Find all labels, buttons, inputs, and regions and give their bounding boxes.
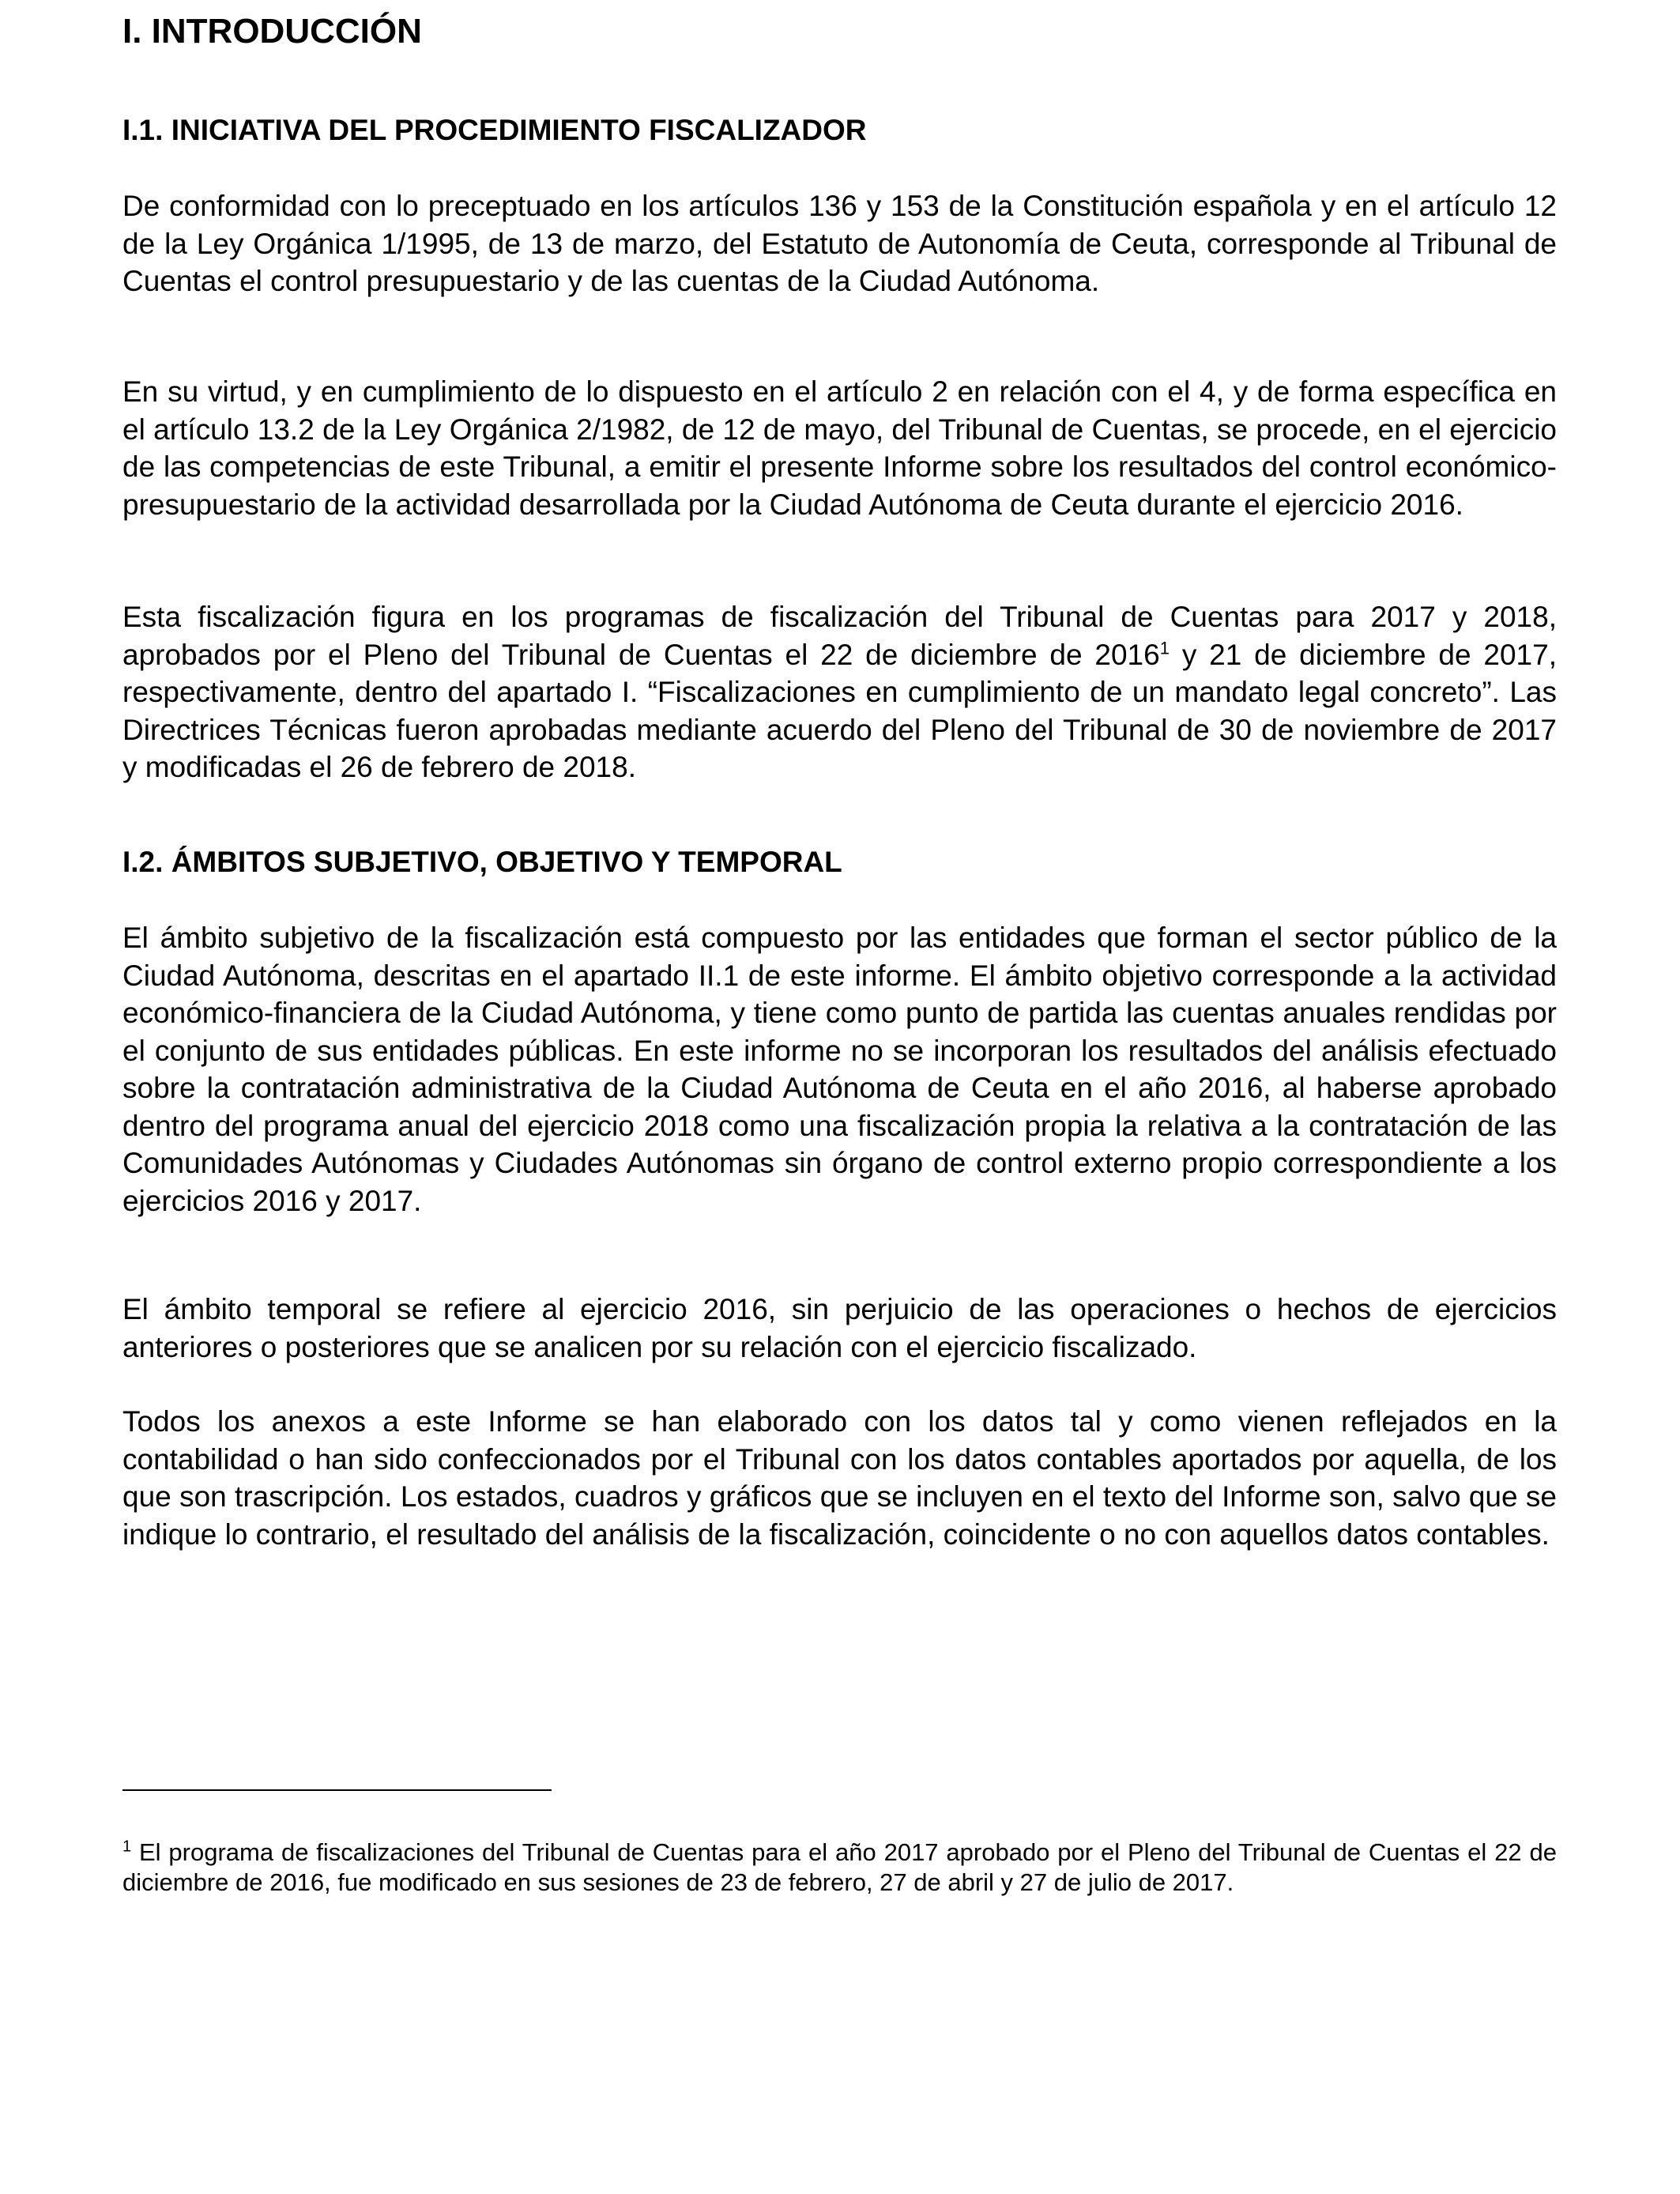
section-2-paragraph-1: El ámbito subjetivo de la fiscalización está compuesto por las entidades que forman el sector público de la Ciudad Autónoma, descritas en el apartado II.1 de este informe. El ámbito objetivo corresponde a la actividad económico-financiera de la Ciudad Autónoma, y tiene como punto de partida las cuentas anuales rendidas por el conjunto de sus entidades públicas. En este informe no se incorporan los resultados del análisis efectuado sobre la contratación administrativa de la Ciudad Autónoma de Ceuta en el año 2016, al haberse aprobado dentro del programa anual del ejercicio 2018 como una fiscalización propia la relativa a la contratación de las Comunidades Autónomas y Ciudades Autónomas sin órgano de control externo propio correspondiente a los ejercicios 2016 y 2017. — [122, 922, 1557, 1217]
footnote — [122, 1838, 1557, 1898]
section-2-paragraph-3: Todos los anexos a este Informe se han elaborado con los datos tal y como vienen reflejados en la contabilidad o han sido confeccionados por el Tribunal con los datos contables aportados por aquella, de los que son trascripción. Los estados, cuadros y gráficos que se incluyen en el texto del Informe son, salvo que se indique lo contrario, el resultado del análisis de la fiscalización, coincidente o no con aquellos datos contables. — [122, 1405, 1557, 1551]
section-1-title: I.1. INICIATIVA DEL PROCEDIMIENTO FISCALIZADOR — [122, 114, 867, 146]
footnote-number: 1 — [122, 1838, 132, 1856]
paragraph-text: y 21 de diciembre de 2017, respectivamente, dentro del apartado I. “Fiscalizaciones en cumplimiento de un mandato legal concreto”. Las Directrices Técnicas fueron aprobadas mediante acuerdo del Pleno del Tribunal de 30 de noviembre de 2017 y modificadas el 26 de febrero de 2018. — [122, 638, 1557, 783]
section-2-paragraph-2: El ámbito temporal se refiere al ejercicio 2016, sin perjuicio de las operaciones o hechos de ejercicios anteriores o posteriores que se analicen por su relación con el ejercicio fiscalizado. — [122, 1293, 1557, 1363]
section-1-paragraph-3 — [122, 598, 1557, 786]
footnote-text: El programa de fiscalizaciones del Tribunal de Cuentas para el año 2017 aprobado por el Pleno del Tribunal de Cuentas el 22 de diciembre de 2016, fue modificado en sus sesiones de 23 de febrero, 27 de abril y 27 de julio de 2017. — [122, 1838, 1557, 1896]
section-1-paragraph-2: En su virtud, y en cumplimiento de lo dispuesto en el artículo 2 en relación con el 4, y de forma específica en el artículo 13.2 de la Ley Orgánica 2/1982, de 12 de mayo, del Tribunal de Cuentas, se procede, en el ejercicio de las competencias de este Tribunal, a emitir el presente Informe sobre los resultados del control económico-presupuestario de la actividad desarrollada por la Ciudad Autónoma de Ceuta durante el ejercicio 2016. — [122, 375, 1557, 521]
section-2-title: I.2. ÁMBITOS SUBJETIVO, OBJETIVO Y TEMPORAL — [122, 846, 842, 878]
main-heading: I. INTRODUCCIÓN — [122, 12, 422, 51]
section-1-paragraph-1: De conformidad con lo preceptuado en los artículos 136 y 153 de la Constitución española y en el artículo 12 de la Ley Orgánica 1/1995, de 13 de marzo, del Estatuto de Autonomía de Ceuta, corresponde al Tribunal de Cuentas el control presupuestario y de las cuentas de la Ciudad Autónoma. — [122, 190, 1557, 297]
footnote-reference[interactable]: 1 — [1159, 638, 1170, 658]
footnote-separator — [122, 1789, 552, 1791]
paragraph-text: Esta fiscalización figura en los programas de fiscalización del Tribunal de Cuentas para 2017 y 2018, aprobados por el Pleno del Tribunal de Cuentas el 22 de diciembre de 2016 — [122, 601, 1557, 671]
